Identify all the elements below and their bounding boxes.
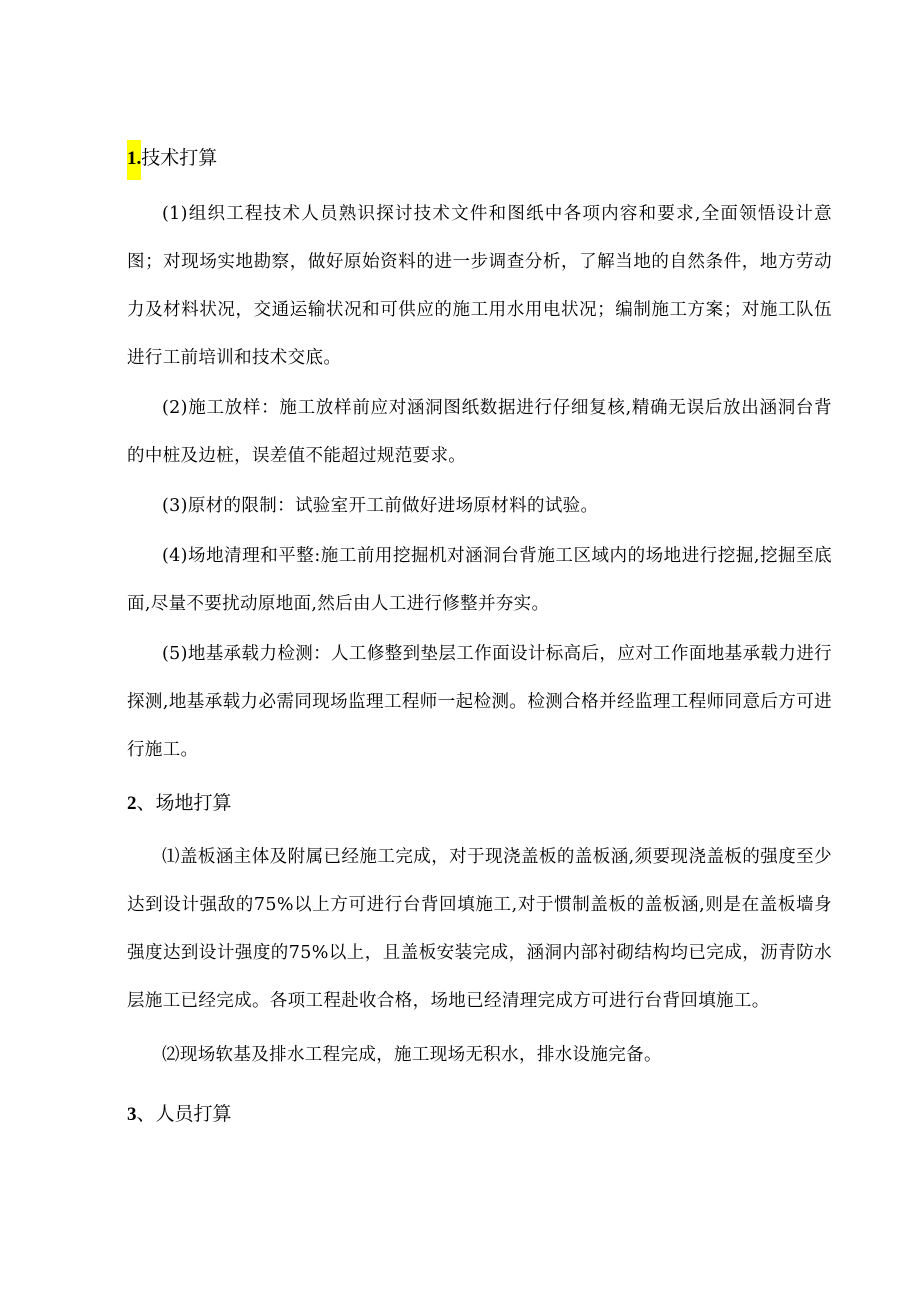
section-2-title: 、场地打算 bbox=[136, 792, 232, 814]
section-1-paragraph-3: (3)原材的限制：试验室开工前做好进场原材料的试验。 bbox=[162, 496, 599, 516]
section-2-number: 2 bbox=[127, 793, 137, 814]
section-2-paragraph-1: ⑴盖板涵主体及附属已经施工完成，对于现浇盖板的盖板涵,须要现浇盖板的强度至少达到设计强敌的75%以上方可进行台背回填施工,对于惯制盖板的盖板涵,则是在盖板墙身强度达到设计强度的75%以上，且盖板安装完成，涵洞内部衬砌结构均已完成，沥青防水层施工已经完成。各项工程赴收合格，场地已经清理完成方可进行台背回填施工。 bbox=[127, 847, 832, 1011]
section-1-heading bbox=[127, 140, 832, 180]
section-3-heading bbox=[127, 1099, 832, 1130]
section-1-title: 技术打算 bbox=[141, 147, 218, 169]
section-1-body bbox=[127, 190, 832, 774]
section-1-paragraph-5: (5)地基承载力检测：人工修整到垫层工作面设计标高后，应对工作面地基承载力进行探测,地基承载力必需同现场监理工程师一起检测。检测合格并经监理工程师同意后方可进行施工。 bbox=[127, 644, 832, 760]
section-2-body bbox=[127, 833, 832, 1079]
section-3-title: 、人员打算 bbox=[136, 1103, 232, 1125]
section-1-paragraph-4: (4)场地清理和平整:施工前用挖掘机对涵洞台背施工区域内的场地进行挖掘,挖掘至底面,尽量不要扰动原地面,然后由人工进行修整并夯实。 bbox=[127, 546, 832, 614]
section-1-paragraph-2: (2)施工放样：施工放样前应对涵洞图纸数据进行仔细复核,精确无误后放出涵洞台背的中桩及边桩，误差值不能超过规范要求。 bbox=[127, 398, 832, 466]
section-2-paragraph-2: ⑵现场软基及排水工程完成，施工现场无积水，排水设施完备。 bbox=[162, 1045, 662, 1065]
section-1-number: 1. bbox=[127, 140, 141, 180]
section-1-paragraph-1: (1)组织工程技术人员熟识探讨技术文件和图纸中各项内容和要求,全面领悟设计意图；对现场实地勘察，做好原始资料的进一步调查分析，了解当地的自然条件，地方劳动力及材料状况，交通运输状况和可供应的施工用水用电状况；编制施工方案；对施工队伍进行工前培训和技术交底。 bbox=[127, 204, 832, 368]
section-2-heading bbox=[127, 788, 832, 819]
section-3-number: 3 bbox=[127, 1104, 137, 1125]
